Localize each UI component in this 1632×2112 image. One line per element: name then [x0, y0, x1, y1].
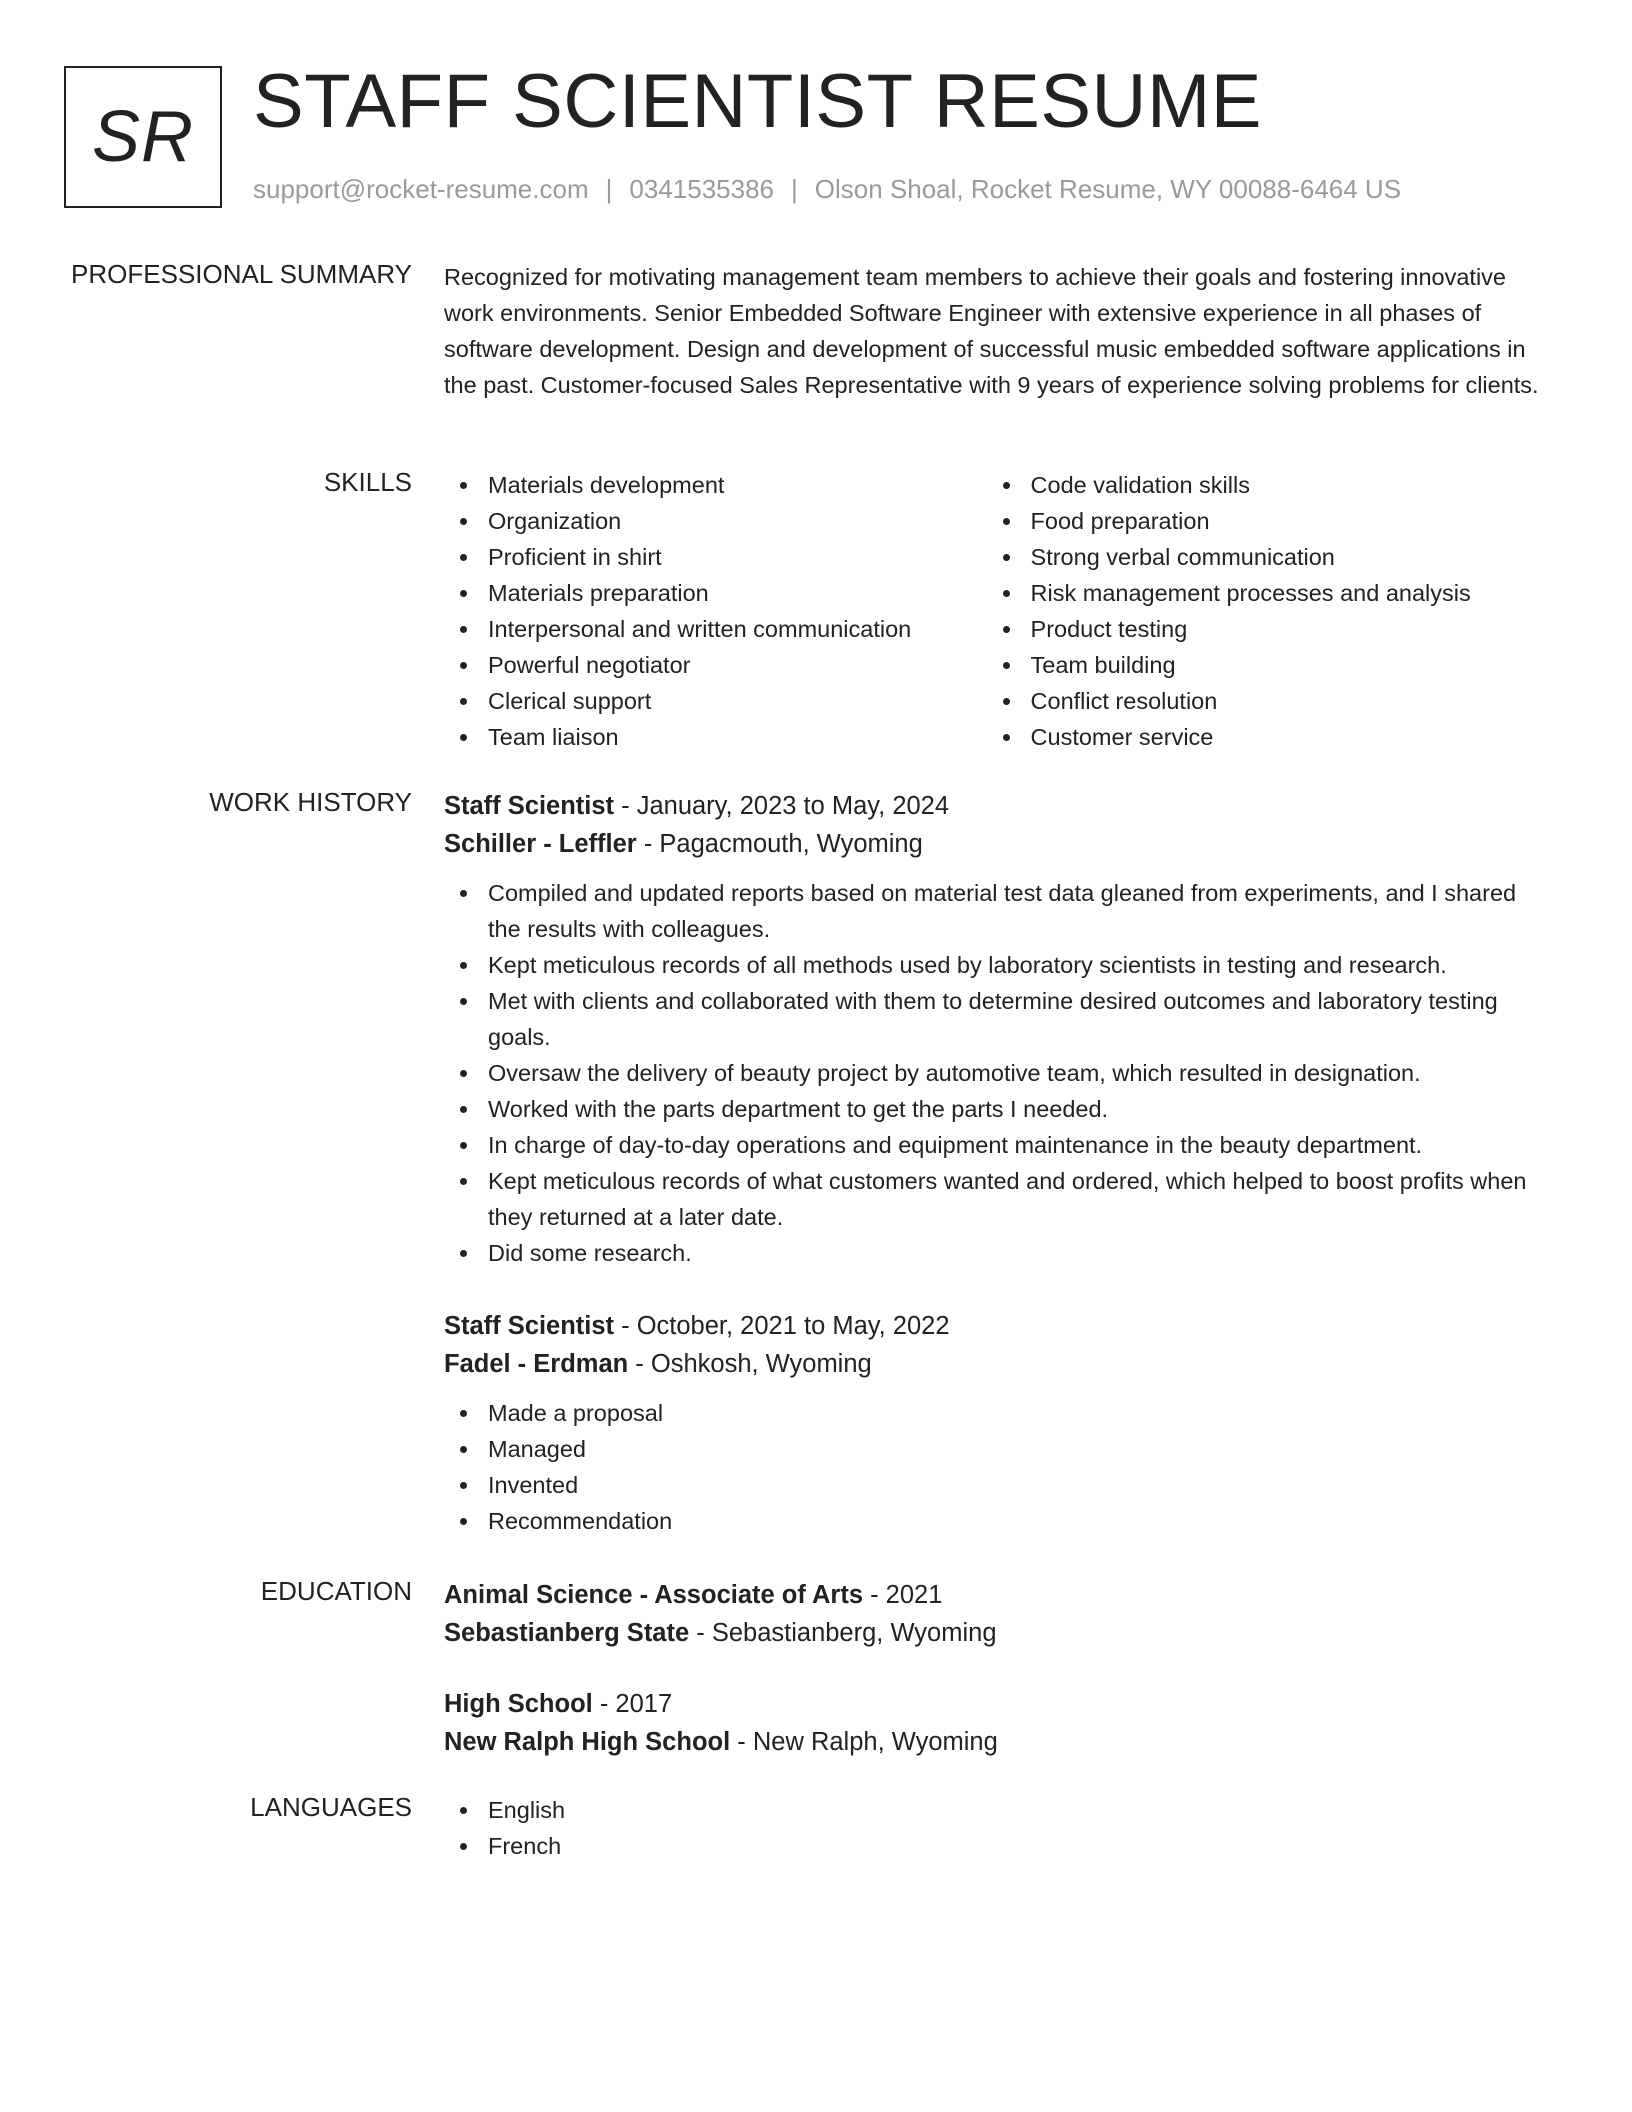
school-line	[444, 1723, 1544, 1761]
list-item: Managed	[444, 1431, 1544, 1467]
job-duties-list	[444, 875, 1544, 1271]
job-title: Staff Scientist	[444, 1312, 615, 1340]
education-body	[444, 1576, 1544, 1761]
degree-year: - 2017	[592, 1690, 673, 1718]
education-entry	[444, 1576, 1544, 1652]
languages-list	[444, 1792, 1544, 1864]
section-heading-summary: PROFESSIONAL SUMMARY	[71, 259, 412, 289]
list-item: Worked with the parts department to get the parts I needed.	[444, 1091, 1544, 1127]
list-item: Proficient in shirt	[444, 539, 987, 575]
section-heading-skills: SKILLS	[323, 467, 412, 497]
list-item: Made a proposal	[444, 1395, 1544, 1431]
list-item: Oversaw the delivery of beauty project by automotive team, which resulted in designation.	[444, 1055, 1544, 1091]
list-item: Invented	[444, 1467, 1544, 1503]
school-location: - New Ralph, Wyoming	[730, 1728, 998, 1756]
list-item: Materials development	[444, 467, 987, 503]
job-entry	[444, 1307, 1544, 1539]
list-item: Kept meticulous records of all methods used by laboratory scientists in testing and research.	[444, 947, 1544, 983]
list-item: Interpersonal and written communication	[444, 611, 987, 647]
school-line	[444, 1614, 1544, 1652]
job-title-line	[444, 787, 1544, 825]
job-dates: - October, 2021 to May, 2022	[614, 1312, 950, 1340]
list-item: Organization	[444, 503, 987, 539]
contact-phone[interactable]: 0341535386	[629, 174, 774, 204]
list-item: Powerful negotiator	[444, 647, 987, 683]
job-entry	[444, 787, 1544, 1271]
list-item: Strong verbal communication	[987, 539, 1544, 575]
job-title: Staff Scientist	[444, 792, 615, 820]
list-item: Code validation skills	[987, 467, 1544, 503]
job-company-line	[444, 1345, 1544, 1383]
list-item: Risk management processes and analysis	[987, 575, 1544, 611]
summary-text: Recognized for motivating management team members to achieve their goals and fostering innovative work environments. Senior Embedded Software Engineer with extensive experience in all phases of software development. Design and development of successful music embedded software applications in the past. Customer-focused Sales Representative with 9 years of experience solving problems for clients.	[444, 264, 1539, 398]
list-item: Compiled and updated reports based on material test data gleaned from experiments, and I shared the results with colleagues.	[444, 875, 1544, 947]
degree-line	[444, 1685, 1544, 1723]
section-heading-education: EDUCATION	[260, 1576, 412, 1606]
list-item: Kept meticulous records of what customers wanted and ordered, which helped to boost profits when they returned at a later date.	[444, 1163, 1544, 1235]
school: Sebastianberg State	[444, 1619, 690, 1647]
degree: Animal Science - Associate of Arts	[444, 1581, 863, 1609]
job-dates: - January, 2023 to May, 2024	[614, 792, 950, 820]
job-company: Fadel - Erdman	[444, 1350, 629, 1378]
list-item: Conflict resolution	[987, 683, 1544, 719]
job-duties-list	[444, 1395, 1544, 1539]
list-item: Materials preparation	[444, 575, 987, 611]
section-heading-languages: LANGUAGES	[250, 1792, 412, 1822]
contact-line	[253, 174, 1401, 205]
monogram-badge	[64, 66, 222, 208]
contact-email[interactable]: support@rocket-resume.com	[253, 174, 589, 204]
contact-separator: |	[605, 174, 613, 204]
contact-address: Olson Shoal, Rocket Resume, WY 00088-6464 US	[814, 174, 1402, 204]
skills-column-1	[444, 467, 987, 755]
work-history-body	[444, 787, 1544, 1539]
job-location: - Oshkosh, Wyoming	[628, 1350, 872, 1378]
list-item: Clerical support	[444, 683, 987, 719]
job-company-line	[444, 825, 1544, 863]
contact-separator: |	[791, 174, 798, 204]
resume-title: STAFF SCIENTIST RESUME	[253, 59, 1262, 144]
list-item: Team building	[987, 647, 1544, 683]
skills-column-2	[987, 467, 1544, 755]
list-item: Met with clients and collaborated with them to determine desired outcomes and laboratory testing goals.	[444, 983, 1544, 1055]
list-item: In charge of day-to-day operations and equipment maintenance in the beauty department.	[444, 1127, 1544, 1163]
job-company: Schiller - Leffler	[444, 830, 637, 858]
list-item: Product testing	[987, 611, 1544, 647]
list-item: English	[444, 1792, 1544, 1828]
list-item: Did some research.	[444, 1235, 1544, 1271]
degree: High School	[444, 1690, 593, 1718]
list-item: Recommendation	[444, 1503, 1544, 1539]
skills-body	[444, 467, 1544, 755]
list-item: Customer service	[987, 719, 1544, 755]
school: New Ralph High School	[444, 1728, 731, 1756]
school-location: - Sebastianberg, Wyoming	[689, 1619, 997, 1647]
degree-line	[444, 1576, 1544, 1614]
languages-body	[444, 1792, 1544, 1864]
education-entry	[444, 1685, 1544, 1761]
list-item: French	[444, 1828, 1544, 1864]
list-item: Team liaison	[444, 719, 987, 755]
degree-year: - 2021	[863, 1581, 943, 1609]
job-location: - Pagacmouth, Wyoming	[636, 830, 923, 858]
list-item: Food preparation	[987, 503, 1544, 539]
job-title-line	[444, 1307, 1544, 1345]
monogram-initials: SR	[91, 97, 195, 177]
section-heading-work-history: WORK HISTORY	[209, 787, 412, 817]
